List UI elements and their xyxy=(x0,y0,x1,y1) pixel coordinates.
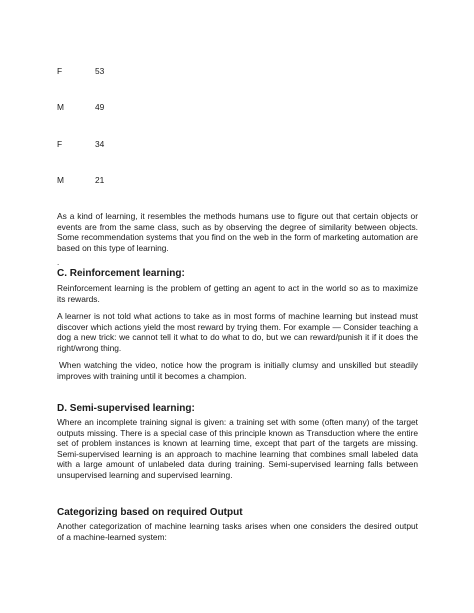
table-row xyxy=(57,66,104,76)
value-cell: 53 xyxy=(95,66,105,76)
section-heading-reinforcement: C. Reinforcement learning: xyxy=(57,268,185,279)
paragraph-unsupervised: As a kind of learning, it resembles the methods humans use to figure out that certain objects or events are from the same class, such as by observing the degree of similarity between objects. Some recommendation systems that you find on the web in the form of marketing automation are based on this type of learning. xyxy=(57,211,418,253)
gender-cell: F xyxy=(57,66,63,76)
section-heading-semi-supervised: D. Semi-supervised learning: xyxy=(57,403,195,414)
table-row xyxy=(57,175,104,185)
reinforcement-paragraph-3: When watching the video, notice how the program is initially clumsy and unskilled but steadily improves with training until it becomes a champion. xyxy=(57,360,418,381)
output-paragraph: Another categorization of machine learning tasks arises when one considers the desired output of a machine-learned system: xyxy=(57,521,418,542)
value-cell: 21 xyxy=(95,175,105,185)
table-row xyxy=(57,139,104,149)
bullet-dot: . xyxy=(57,258,60,267)
gender-cell: M xyxy=(57,102,64,112)
value-cell: 34 xyxy=(95,139,105,149)
semi-supervised-paragraph: Where an incomplete training signal is given: a training set with some (often many) of the target outputs missing. There is a special case of this principle known as Transduction where the entire set of problem instances is known at learning time, except that part of the targets are missing. Semi-supervised learning is an approach to machine learning that combines small labeled data with a large amount of unlabeled data during training. Semi-supervised learning falls between unsupervised learning and supervised learning. xyxy=(57,417,418,480)
gender-cell: M xyxy=(57,175,64,185)
gender-cell: F xyxy=(57,139,63,149)
reinforcement-paragraph-1: Reinforcement learning is the problem of getting an agent to act in the world so as to maximize its rewards. xyxy=(57,283,418,304)
table-row xyxy=(57,102,104,112)
value-cell: 49 xyxy=(95,102,105,112)
section-heading-output: Categorizing based on required Output xyxy=(57,507,243,518)
reinforcement-paragraph-2: A learner is not told what actions to take as in most forms of machine learning but instead must discover which actions yield the most reward by trying them. For example — Consider teaching a dog a new trick: we cannot tell it what to do what to do, but we can reward/punish it if it does the right/wrong thing. xyxy=(57,311,418,353)
